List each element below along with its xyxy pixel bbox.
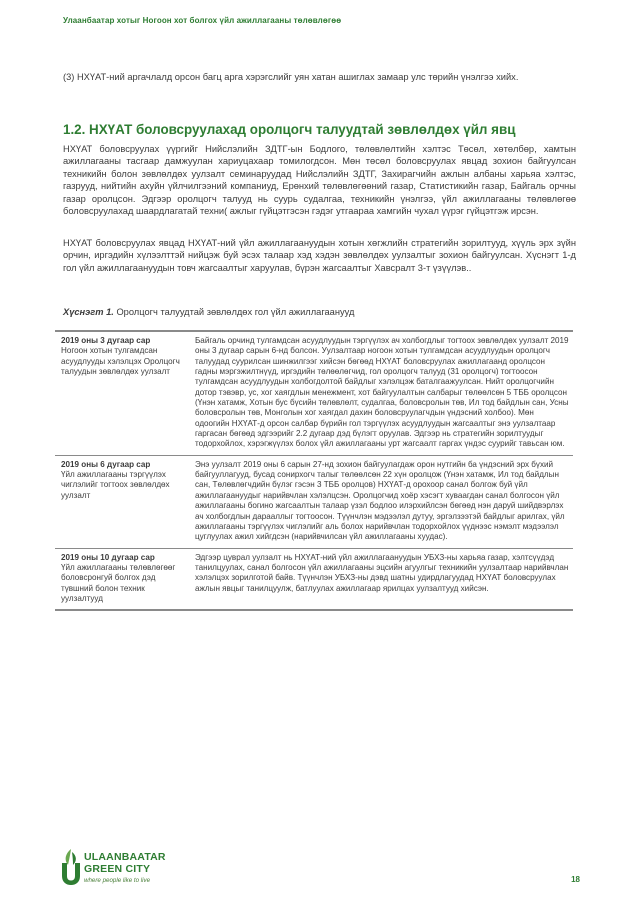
section-paragraph-1: НХҮАТ боловсруулах үүргийг Нийслэлийн ЗДТГ-ын Бодлого, төлөвлөлтийн хэлтэс Төсөл, хөтөлбөр, хамтын ажиллагааны тасгаар дамжуулан хариуцахаар томилогдсон. Мөн төсөл боловсруулах явцад зохион байгуулсан техникийн болон зөвлөлдөх уулзалт семинаруудад Нийслэлийн ЗДТГ, Захирагчийн ажлын албаны харьяа хэлтэс, газрууд, нийтийн ахуйн үйлчилгээний компаниуд, Ерөнхий төлөвлөгөөний газар, Статистикийн газар, Байгаль орчны газар оролцсон. Эдгээр оролцогч талууд нь суурь судалгаа, техникийн үнэлгээ, үйл ажиллагааны төлөвлөгөө боловсруулахад шаардлагатай техни( ажлыг гүйцэтгэсэн гэдэг утгаараа хамгийн чухал үүрэг гүйцэтгэж ирсэн. — [63, 144, 576, 217]
logo-line-1: ULAANBAATAR — [84, 851, 166, 863]
section-heading: 1.2. НХҮАТ боловсруулахад оролцогч талуудтай зөвлөлдөх үйл явц — [63, 122, 516, 137]
table-caption — [63, 307, 576, 317]
table-cell-event — [55, 455, 189, 548]
table-cell-description: Байгаль орчинд тулгамдсан асуудлуудын тэргүүлэх ач холбогдлыг тогтоох зөвлөлдөх уулзалт 2019 оны 3 дугаар сарын 6-нд болсон. Уулзалтаар ногоон хотын тулгамдсан асуудлуудын оролцогч талуудад суурилсан шинжилгээг хийсэн бөгөөд НХҮАТ боловсруулах ажиллагаанд оролцсон гадны мэргэжилтнүүд, иргэдийн төлөөлөгчид, гол оролцогч талууд (31 оролцогч) тогтоосон тулгамдсан асуудлуудын холбогдолтой байдлыг хэлэлцэж баталгаажуулсан. Нийт оролцогчийн дотор тэвэвр, ус, хог хаягдлын менежмент, хот байгуулалтын салбарыг төлөөлсөн 5 ТББ оролцсон (Үнэн хатамж, Хотын бус бүсийн төлөвлөлт, судалгаа, боловсролын төв, Ил тод байдлын сан, Усны боловсролын төв, Монголын хог хаягдал дахин боловсруулагчдын үндэсний холбоо). Мөн одоогийн НХҮАТ-д орсон салбар бүрийн гол тэргүүлэх асуудлуудын жагсаалтыг энэ уулзалтаар гаргасан бөгөөд эдгээрийг 2.2 дугаар дэд бүлэгт оруулав. Эдгээр нь стратегийн зорилтуудыг тодорхойлох, хэрэгжүүлэх болох үйл ажиллагааны урт жагсаалт гаргах үндэс суурийг тавьсан юм. — [195, 336, 569, 449]
ulaanbaatar-green-city-logo — [60, 848, 190, 890]
row-event-name: Ногоон хотын тулгамдсан асуудлууды хэлэлцэх Оролцогч талуудын зөвлөлдөх уулзалт — [61, 346, 180, 377]
row-event-name: Үйл ажиллагааны төлөвлөгөөг боловсронгуй болгох дэд түвшний болон техник уулзалтууд — [61, 562, 176, 603]
table-caption-text: Оролцогч талуудтай зөвлөлдөх гол үйл ажиллагаанууд — [113, 307, 355, 317]
table-caption-label: Хүснэгт 1. — [63, 307, 114, 317]
running-header: Улаанбаатар хотыг Ногоон хот болгох үйл ажиллагааны төлөвлөгөө — [63, 16, 342, 25]
row-date-title: 2019 оны 10 дугаар сар — [61, 552, 155, 562]
row-event-name: Үйл ажиллагааны тэргүүлэх чиглэлийг тогтоох зөвлөлдөх уулзалт — [61, 470, 170, 500]
table-row — [55, 455, 573, 548]
section-paragraph-2: НХҮАТ боловсруулах явцад НХҮАТ-ний үйл ажиллагаануудын хотын хөгжлийн стратегийн зорилтууд, хүүль эрх зүйн орчин, иргэдийн хүлээлттэй нийцэж буй эсэх талаар хэд хэдэн зөвлөлдөх уулзалтыг зохион байгуулсан. Хүснэгт 1-д гол үйл ажиллагаануудын товч жагсаалтыг харуулав, бүрэн жагсаалтыг Хавсралт 3-т үзүүлэв.. — [63, 238, 576, 273]
row-date-title: 2019 оны 6 дугаар сар — [61, 459, 151, 469]
table-cell-event — [55, 548, 189, 610]
consultation-table — [55, 330, 573, 611]
logo-line-2: GREEN CITY — [84, 863, 151, 875]
table-cell-description: Энэ уулзалт 2019 оны 6 сарын 27-нд зохион байгуулагдаж орон нутгийн ба үндэсний эрх бүхий байгууллагууд, бусад сонирхогч талыг төлөөлсөн 22 хүн оролцож (Үнэн хатамж, Ил тод байдлын сан, Төлөвлөгчдийн бүлэг гэсэн 3 ТББ оролцов) НХҮАТ-д орохоор санал болгож буй үйл ажиллагаануудыг нарийвчлан хэлэлцсэн. Оролцогчид хоёр хэсэгт хуваагдан санал болгосон үйл ажиллагааны богино жагсаалтын талаар үзэл бодлоо илэрхийлсэн бөгөөд нэн даруй шийдвэрлэх ач холбогдлын дарааллыг тогтоосон. Түүнчлэн мэдээлэл дутуу, эргэлзээтэй байдлыг арилгах, үйл ажиллагааны тэргүүлэх чиглэлийг аль болох нарийвчлан тодорхойлох үүднээс нэмэлт мэдээлэл цуглуулах ажил хийгдсэн (нарийвчилсан үйл ажиллагааны хуудас). — [189, 455, 573, 548]
table-cell-event — [55, 331, 189, 455]
page-number: 18 — [571, 875, 580, 884]
city-leaf-icon — [60, 848, 82, 886]
row-date-title: 2019 оны 3 дугаар сар — [61, 336, 151, 345]
intro-paragraph: (3) НХҮАТ-ний аргачлалд орсон багц арга хэрэгслийг уян хатан ашиглах замаар улс төрийн үнэлгээ хийх. — [63, 72, 519, 82]
table-row — [55, 331, 573, 455]
table-cell-description: Эдгээр цуврал уулзалт нь НХҮАТ-ний үйл ажиллагаануудын УБХЗ-ны харьяа газар, хэлтсүүдэд танилцуулах, санал болгосон үйл ажиллагааны эцсийн агуулгыг техникийн уулзалтаар нарийвчлан хэлэлцэх зорилготой байв. Түүнчлэн УБХЗ-ны дэвд шатны удирдлагуудад НХҮАТ боловсруулах ажлын явцыг танилцуулж, батлуулах ажиллагаар ярилцах уулзалтууд хийсэн. — [189, 548, 573, 610]
logo-tagline: where people like to live — [84, 877, 151, 884]
table-row — [55, 548, 573, 610]
